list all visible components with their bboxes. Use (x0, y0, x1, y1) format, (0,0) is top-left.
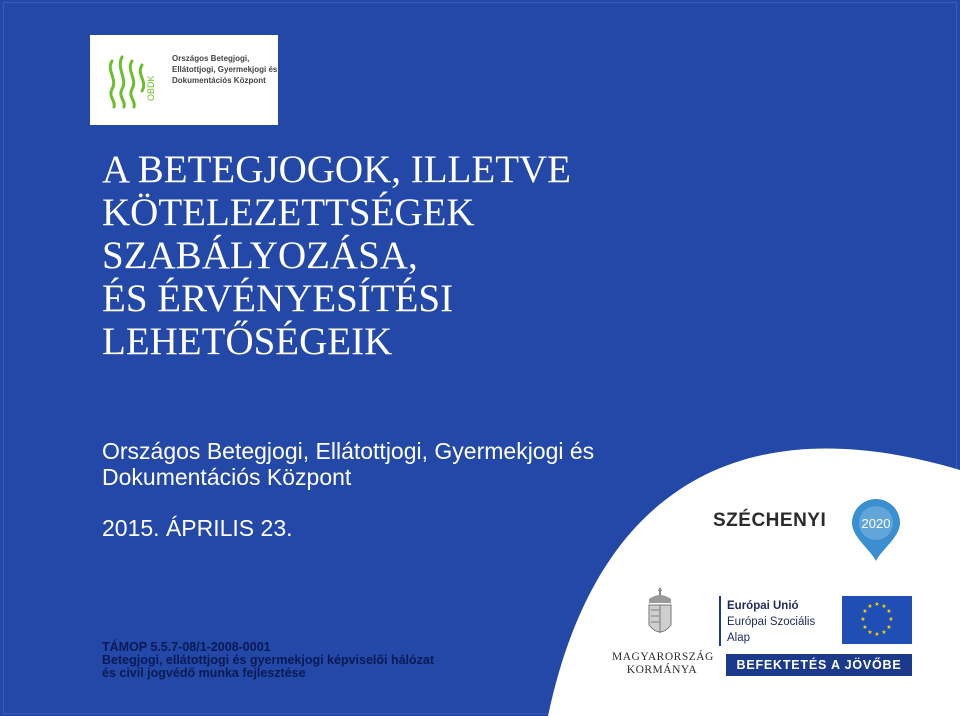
logo-line-3: Dokumentációs Központ (172, 76, 266, 85)
eu-fund-label (727, 598, 815, 646)
svg-text:★: ★ (867, 603, 873, 610)
svg-text:★: ★ (862, 624, 868, 631)
government-line-1: MAGYARORSZÁG (612, 651, 714, 663)
svg-text:★: ★ (886, 608, 892, 615)
invest-in-future-banner: BEFEKTETÉS A JÖVŐBE (726, 654, 912, 676)
obdk-logo (90, 35, 278, 125)
svg-text:★: ★ (874, 631, 880, 638)
svg-text:★: ★ (886, 624, 892, 631)
logo-line-2: Ellátottjogi, Gyermekjogi és (172, 65, 278, 74)
obdk-logo-text (172, 53, 277, 86)
svg-text:OBDK: OBDK (146, 75, 156, 101)
title-line-1: A BETEGJOGOK, ILLETVE (102, 148, 572, 191)
eu-line-1: Európai Unió (727, 600, 799, 612)
organization-subtitle (102, 438, 742, 490)
svg-text:★: ★ (867, 629, 873, 636)
svg-text:★: ★ (888, 616, 894, 623)
obdk-logo-mark-icon (104, 51, 164, 111)
eu-line-3: Alap (727, 632, 751, 644)
eu-flag-icon (842, 596, 912, 644)
title-line-2: KÖTELEZETTSÉGEK (102, 191, 475, 234)
slide-title (102, 148, 802, 363)
szechenyi-2020-pin-icon (850, 497, 902, 563)
project-info (102, 641, 434, 680)
eu-stars-icon (842, 596, 912, 644)
subtitle-line-1: Országos Betegjogi, Ellátottjogi, Gyermekjogi és (102, 438, 595, 464)
eu-divider (719, 596, 721, 646)
subtitle-line-2: Dokumentációs Központ (102, 464, 352, 490)
government-line-2: KORMÁNYA (626, 664, 698, 676)
government-label (612, 651, 712, 677)
hungarian-coat-of-arms-icon (643, 585, 677, 645)
presentation-date: 2015. ÁPRILIS 23. (102, 515, 293, 541)
szechenyi-label: SZÉCHENYI (713, 510, 827, 531)
project-code: TÁMOP 5.5.7-08/1-2008-0001 (102, 640, 271, 654)
logo-line-1: Országos Betegjogi, (172, 54, 250, 63)
svg-text:★: ★ (862, 608, 868, 615)
project-line-3: és civil jogvédő munka fejlesztése (102, 666, 306, 680)
title-line-4: ÉS ÉRVÉNYESÍTÉSI (102, 277, 454, 320)
svg-text:2020: 2020 (861, 516, 891, 531)
project-line-2: Betegjogi, ellátottjogi és gyermekjogi képviselői hálózat (102, 653, 435, 667)
svg-text:★: ★ (881, 603, 887, 610)
title-line-5: LEHETŐSÉGEIK (102, 320, 393, 363)
svg-text:★: ★ (874, 601, 880, 608)
svg-text:★: ★ (860, 616, 866, 623)
svg-text:★: ★ (881, 629, 887, 636)
title-line-3: SZABÁLYOZÁSA, (102, 234, 418, 277)
eu-line-2: Európai Szociális (727, 616, 816, 628)
